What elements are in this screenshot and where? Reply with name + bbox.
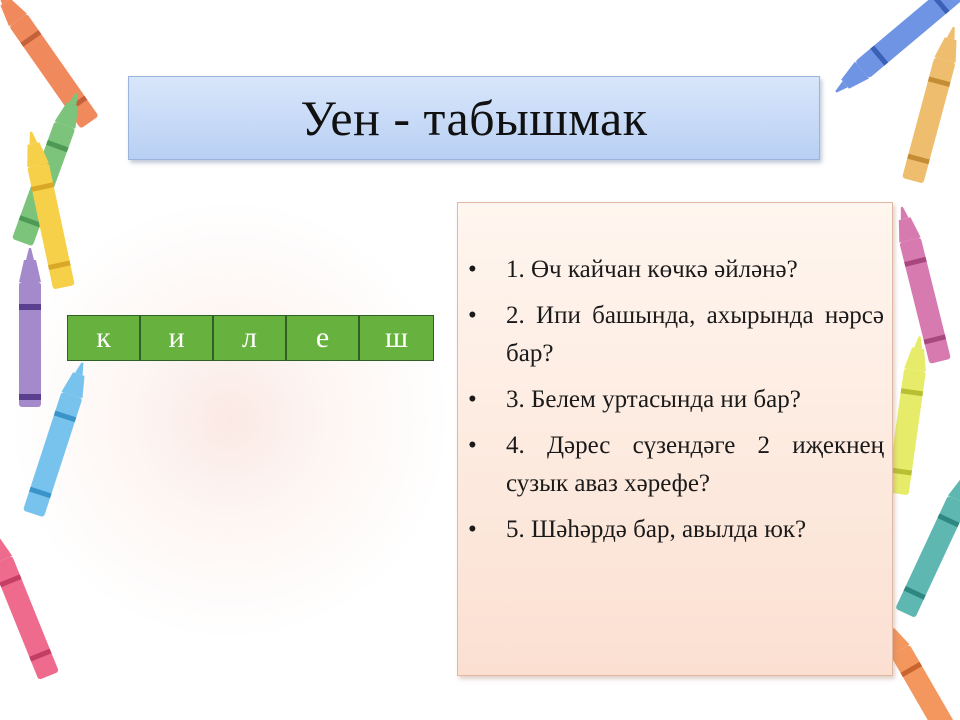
bullet-icon: • bbox=[468, 256, 477, 283]
riddle-4 bbox=[468, 427, 884, 503]
crayon-pink-bottom-left bbox=[0, 524, 59, 680]
bullet-icon: • bbox=[468, 432, 477, 459]
bullet-icon: • bbox=[468, 516, 477, 543]
riddles-panel bbox=[457, 202, 893, 676]
riddle-5 bbox=[468, 511, 884, 549]
riddle-text: 4. Дәрес сүзендәге 2 иҗекнең сузык аваз хәрефе? bbox=[506, 432, 884, 497]
riddle-2 bbox=[468, 297, 884, 373]
riddle-text: 1. Өч кайчан көчкә әйләнә? bbox=[506, 256, 798, 283]
letter-cell-2: и bbox=[141, 316, 214, 360]
letter-cell-4: е bbox=[287, 316, 360, 360]
crayon-purple-left bbox=[19, 248, 41, 407]
bullet-icon: • bbox=[468, 302, 477, 329]
riddle-3 bbox=[468, 381, 884, 419]
bullet-icon: • bbox=[468, 386, 477, 413]
title-box bbox=[128, 76, 820, 160]
letter-cell-1: к bbox=[68, 316, 141, 360]
riddle-text: 5. Шәһәрдә бар, авылда юк? bbox=[506, 516, 807, 543]
crayon-orange-top-left bbox=[0, 0, 99, 129]
riddle-text: 3. Белем уртасында ни бар? bbox=[506, 386, 801, 413]
riddle-1 bbox=[468, 251, 884, 289]
riddle-text: 2. Ипи башында, ахырында нәрсә бар? bbox=[506, 302, 884, 367]
riddles-list bbox=[458, 203, 892, 549]
crayon-lime-right bbox=[887, 335, 931, 496]
letter-cell-3: л bbox=[214, 316, 287, 360]
slide-title: Уен - табышмак bbox=[300, 90, 648, 146]
letter-cell-5: ш bbox=[360, 316, 433, 360]
crayon-tan-right bbox=[902, 24, 960, 183]
letter-boxes bbox=[67, 315, 434, 361]
